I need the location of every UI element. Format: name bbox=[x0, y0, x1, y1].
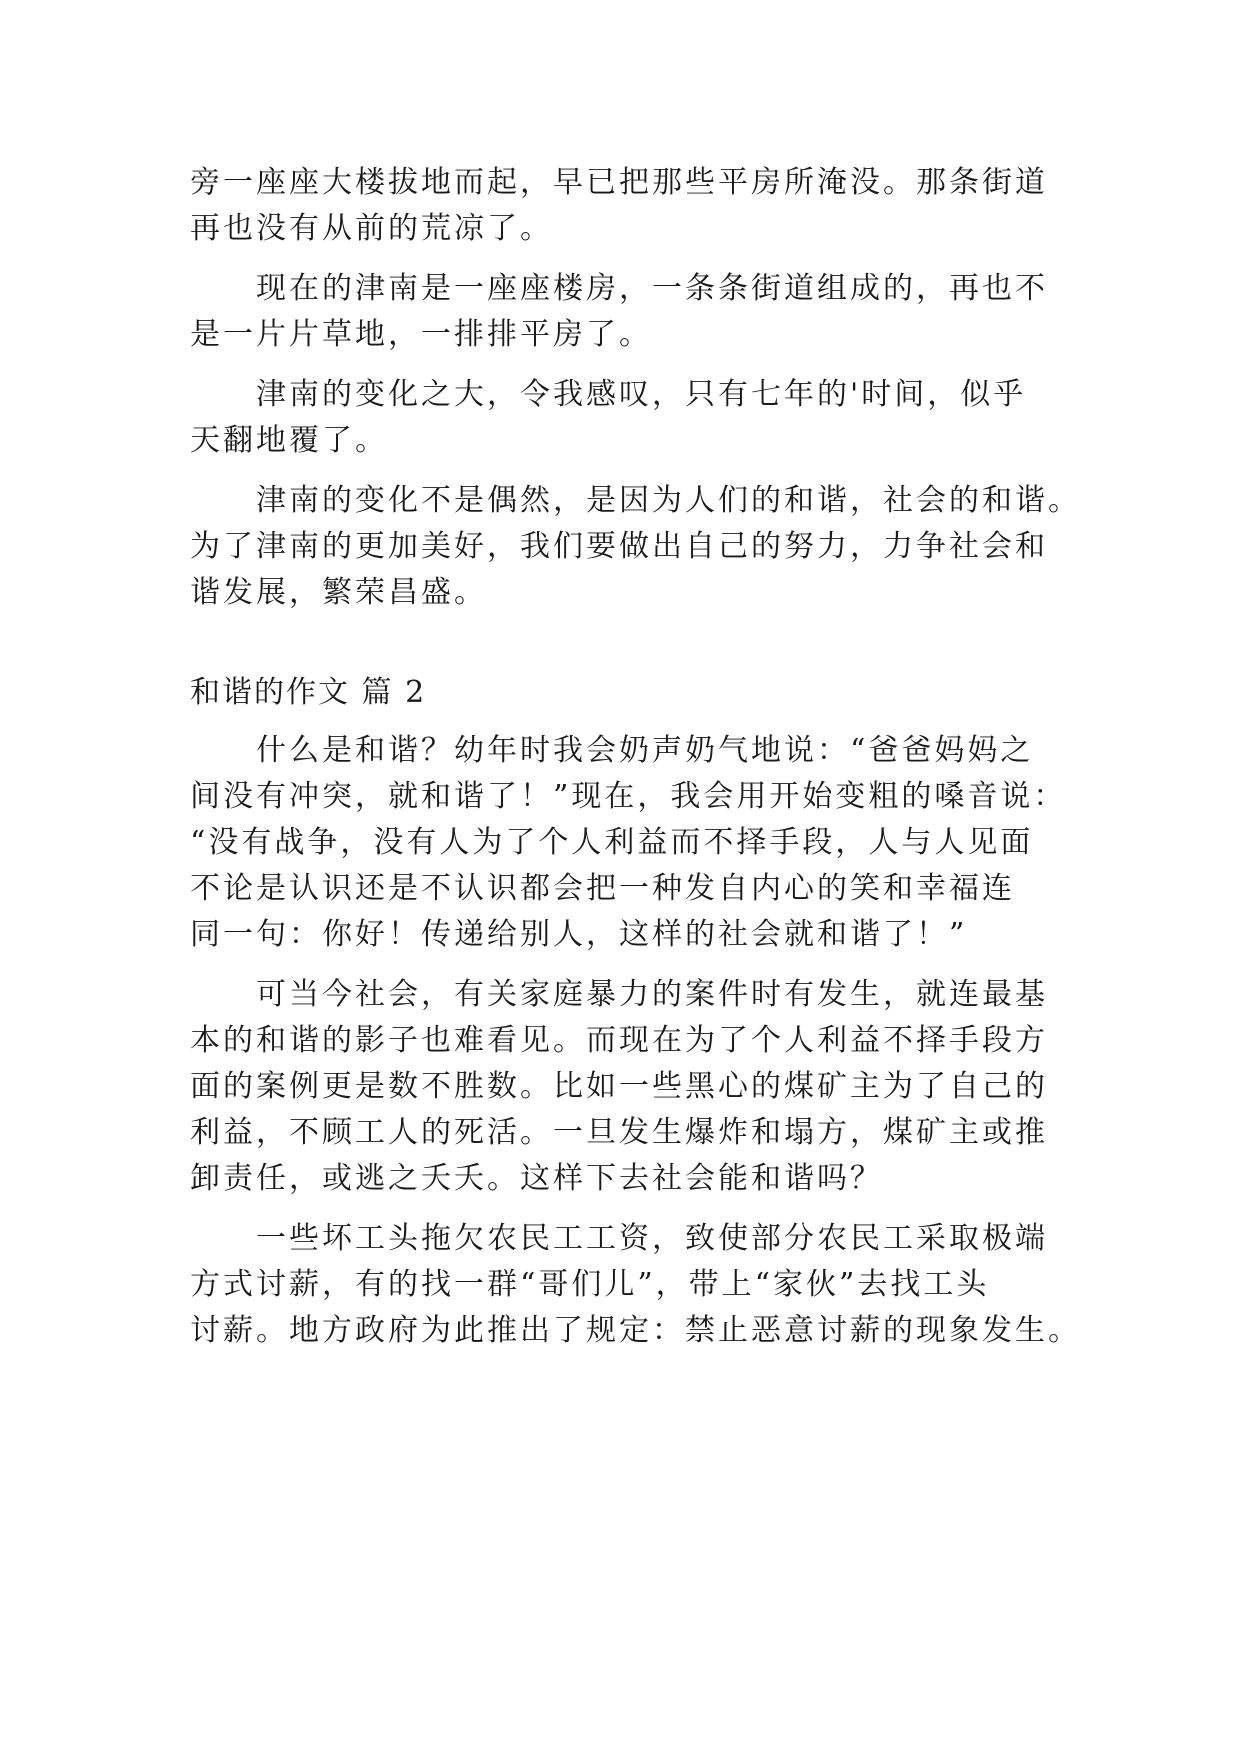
text-line: 为了津南的更加美好，我们要做出自己的努力，力争社会和 bbox=[190, 529, 1048, 564]
paragraph bbox=[190, 1216, 1081, 1354]
text-line: 面的案例更是数不胜数。比如一些黑心的煤矿主为了自己的 bbox=[190, 1069, 1048, 1104]
text-line: 同一句：你好！传递给别人，这样的社会就和谐了！” bbox=[190, 917, 968, 952]
text-line: 什么是和谐？幼年时我会奶声奶气地说：“爸爸妈妈之 bbox=[256, 733, 1034, 768]
paragraph bbox=[190, 478, 1081, 616]
paragraph bbox=[190, 728, 1070, 958]
document-page bbox=[190, 160, 1081, 1368]
text-line: 讨薪。地方政府为此推出了规定：禁止恶意讨薪的现象发生。 bbox=[190, 1313, 1081, 1348]
text-line: “没有战争，没有人为了个人利益而不择手段，人与人见面 bbox=[190, 825, 1034, 860]
text-line: 津南的变化不是偶然，是因为人们的和谐，社会的和谐。 bbox=[256, 483, 1081, 518]
text-line: 本的和谐的影子也难看见。而现在为了个人利益不择手段方 bbox=[190, 1023, 1048, 1058]
text-line: 旁一座座大楼拔地而起，早已把那些平房所淹没。那条街道 bbox=[190, 165, 1048, 200]
text-line: 是一片片草地，一排排平房了。 bbox=[190, 317, 652, 352]
text-line: 现在的津南是一座座楼房，一条条街道组成的，再也不 bbox=[256, 271, 1048, 306]
paragraph-continuation bbox=[190, 160, 1070, 252]
text-line: 津南的变化之大，令我感叹，只有七年的'时间，似乎 bbox=[256, 377, 1027, 412]
text-line: 卸责任，或逃之夭夭。这样下去社会能和谐吗？ bbox=[190, 1161, 883, 1196]
text-line: 间没有冲突，就和谐了！”现在，我会用开始变粗的嗓音说： bbox=[190, 779, 1067, 814]
paragraph bbox=[190, 266, 1070, 358]
text-line: 一些坏工头拖欠农民工工资，致使部分农民工采取极端 bbox=[256, 1221, 1048, 1256]
text-line: 可当今社会，有关家庭暴力的案件时有发生，就连最基 bbox=[256, 977, 1048, 1012]
text-line: 方式讨薪，有的找一群“哥们儿”，带上“家伙”去找工头 bbox=[190, 1267, 990, 1302]
text-line: 天翻地覆了。 bbox=[190, 423, 388, 458]
paragraph bbox=[190, 372, 1070, 464]
text-line: 利益，不顾工人的死活。一旦发生爆炸和塌方，煤矿主或推 bbox=[190, 1115, 1048, 1150]
paragraph bbox=[190, 972, 1070, 1202]
text-line: 不论是认识还是不认识都会把一种发自内心的笑和幸福连 bbox=[190, 871, 1015, 906]
section-heading: 和谐的作文 篇 2 bbox=[190, 675, 427, 710]
text-line: 再也没有从前的荒凉了。 bbox=[190, 211, 553, 246]
text-line: 谐发展，繁荣昌盛。 bbox=[190, 575, 487, 610]
